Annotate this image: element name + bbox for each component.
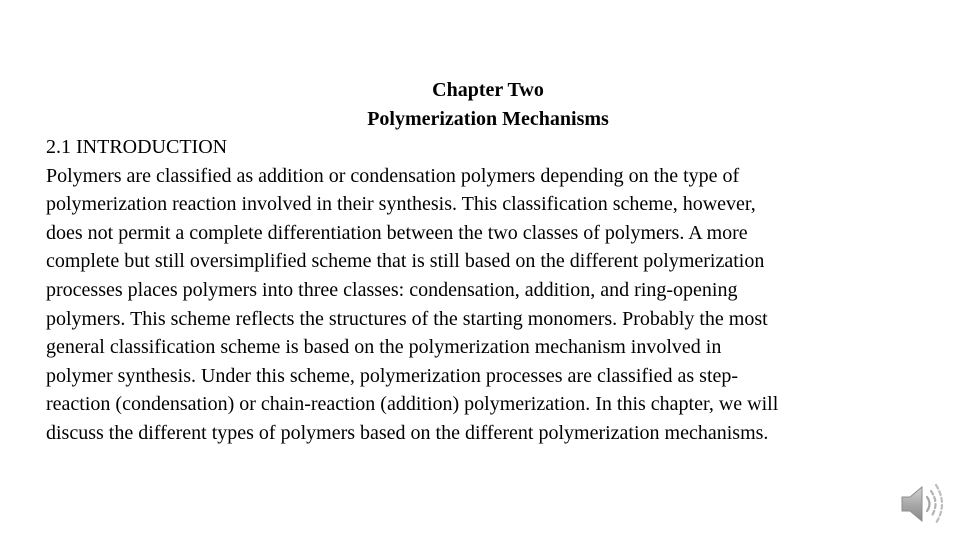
paragraph-line: processes places polymers into three classes: condensation, addition, and ring-opening <box>46 278 738 301</box>
paragraph-line: reaction (condensation) or chain-reaction (addition) polymerization. In this chapter, we will <box>46 393 779 416</box>
chapter-subtitle: Polymerization Mechanisms <box>367 108 609 130</box>
speaker-icon-graphic <box>898 480 948 528</box>
paragraph-line: does not permit a complete differentiation between the two classes of polymers. A more <box>46 221 748 244</box>
paragraph-line: Polymers are classified as addition or condensation polymers depending on the type of <box>46 164 740 187</box>
section-heading: 2.1 INTRODUCTION <box>46 136 228 158</box>
paragraph-line: discuss the different types of polymers based on the different polymerization mechanisms. <box>46 421 769 444</box>
paragraph-line: polymerization reaction involved in their synthesis. This classification scheme, however, <box>46 193 756 216</box>
paragraph-line: polymers. This scheme reflects the structures of the starting monomers. Probably the most <box>46 307 768 330</box>
chapter-title: Chapter Two <box>432 79 544 101</box>
slide-title <box>0 76 960 134</box>
paragraph-line: complete but still oversimplified scheme that is still based on the different polymerization <box>46 250 765 273</box>
paragraph-line: general classification scheme is based on the polymerization mechanism involved in <box>46 336 722 359</box>
body-text <box>46 133 946 448</box>
speaker-icon[interactable] <box>898 480 948 528</box>
paragraph-line: polymer synthesis. Under this scheme, polymerization processes are classified as step- <box>46 364 739 387</box>
